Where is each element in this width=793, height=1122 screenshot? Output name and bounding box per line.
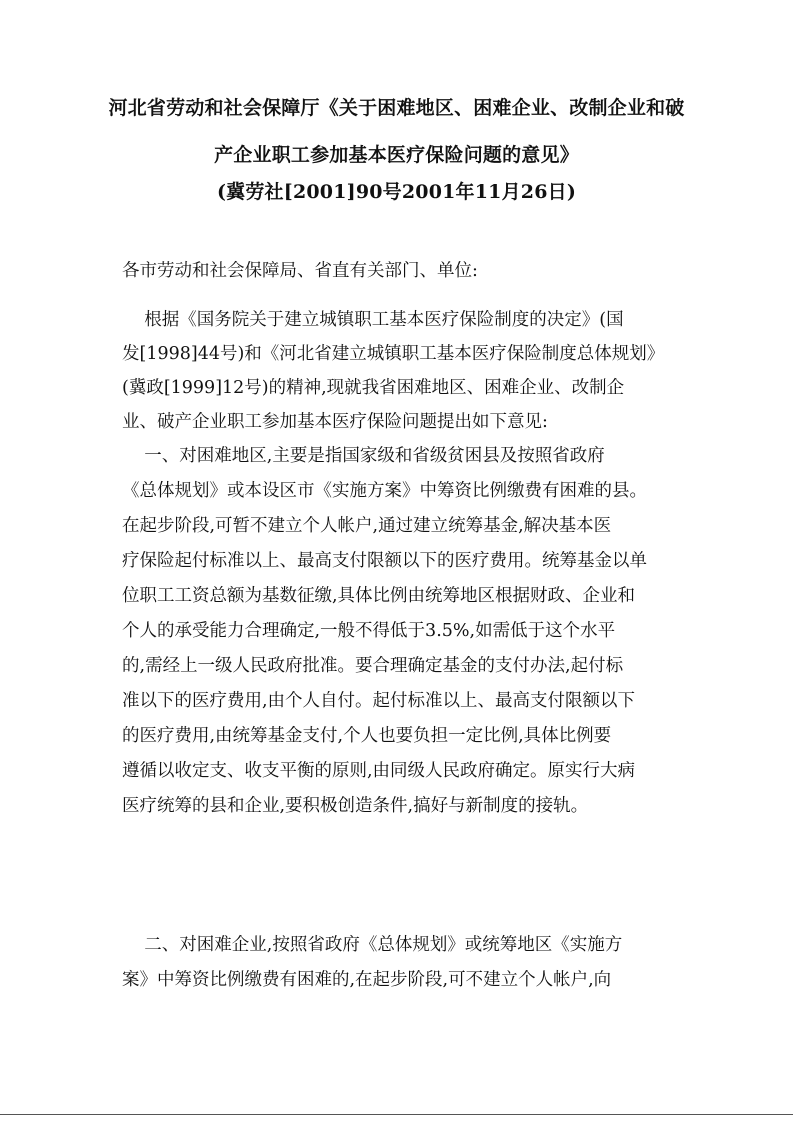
- paragraph-line: 的医疗费用,由统筹基金支付,个人也要负担一定比例,具体比例要: [122, 726, 612, 746]
- paragraph-line: 案》中筹资比例缴费有困难的,在起步阶段,可不建立个人帐户,向: [122, 970, 612, 990]
- paragraph-line: 一、对困难地区,主要是指国家级和省级贫困县及按照省政府: [122, 446, 605, 466]
- page-bottom-rule: [0, 1114, 793, 1115]
- paragraph-line: 发[1998]44号)和《河北省建立城镇职工基本医疗保险制度总体规划》: [122, 344, 665, 364]
- paragraph-line: 个人的承受能力合理确定,一般不得低于3.5%,如需低于这个水平: [122, 621, 616, 641]
- paragraph-line: (冀政[1999]12号)的精神,现就我省困难地区、困难企业、改制企: [122, 378, 625, 398]
- paragraph-line: 业、破产企业职工参加基本医疗保险问题提出如下意见:: [122, 412, 548, 432]
- paragraph-line: 遵循以收定支、收支平衡的原则,由同级人民政府确定。原实行大病: [122, 761, 636, 781]
- paragraph-line: 位职工工资总额为基数征缴,具体比例由统筹地区根据财政、企业和: [122, 586, 636, 606]
- document-title-line-1: 河北省劳动和社会保障厅《关于困难地区、困难企业、改制企业和破: [108, 97, 685, 119]
- paragraph-line: 的,需经上一级人民政府批准。要合理确定基金的支付办法,起付标: [122, 656, 624, 676]
- salutation: 各市劳动和社会保障局、省直有关部门、单位:: [122, 261, 478, 281]
- paragraph-line: 根据《国务院关于建立城镇职工基本医疗保险制度的决定》(国: [122, 310, 624, 330]
- paragraph-line: 在起步阶段,可暂不建立个人帐户,通过建立统筹基金,解决基本医: [122, 516, 612, 536]
- paragraph-line: 二、对困难企业,按照省政府《总体规划》或统筹地区《实施方: [122, 935, 623, 955]
- paragraph-line: 《总体规划》或本设区市《实施方案》中筹资比例缴费有困难的县。: [122, 481, 647, 501]
- paragraph-line: 准以下的医疗费用,由个人自付。起付标准以上、最高支付限额以下: [122, 691, 636, 711]
- document-subtitle-reference: (冀劳社[2001]90号2001年11月26日): [216, 181, 577, 203]
- document-title-line-2: 产企业职工参加基本医疗保险问题的意见》: [214, 144, 579, 166]
- paragraph-line: 疗保险起付标准以上、最高支付限额以下的医疗费用。统筹基金以单: [122, 551, 647, 571]
- paragraph-line: 医疗统筹的县和企业,要积极创造条件,搞好与新制度的接轨。: [122, 796, 589, 816]
